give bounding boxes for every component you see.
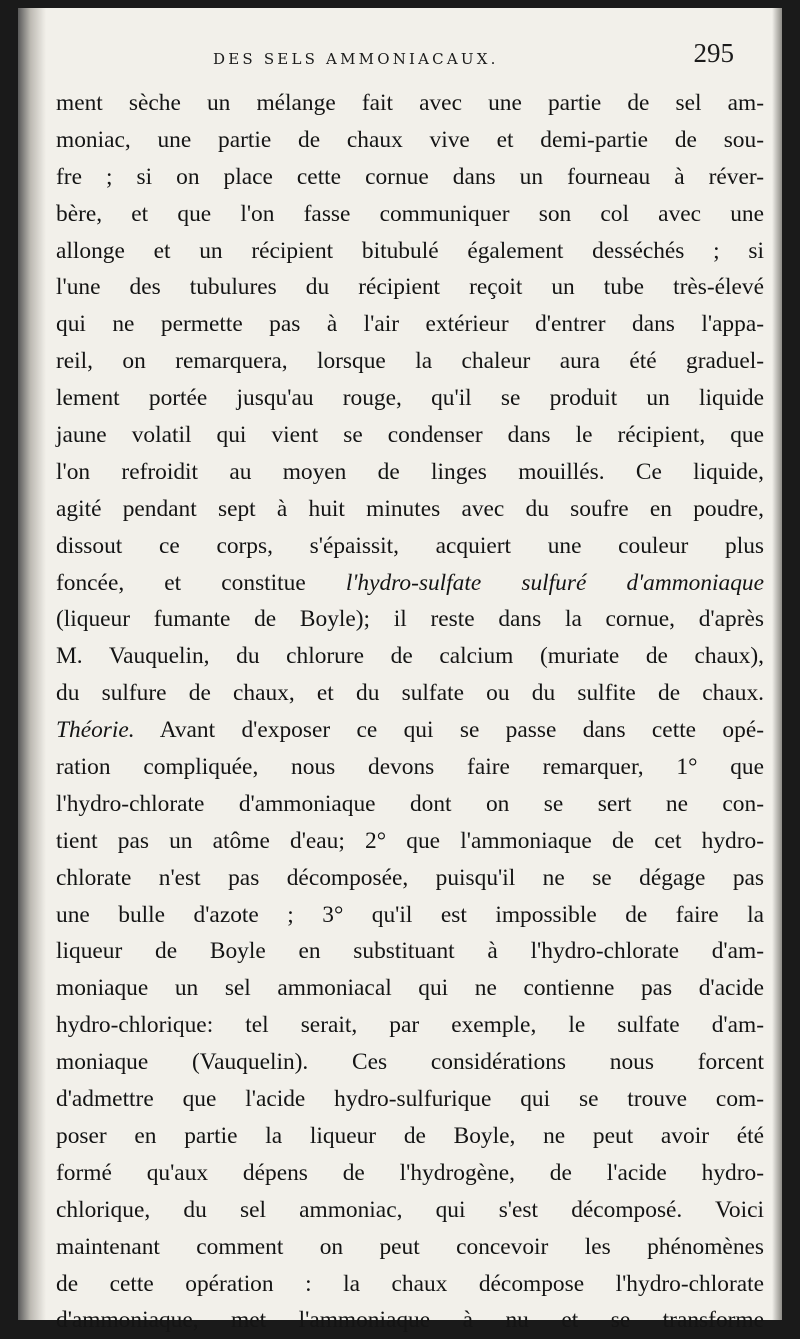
italic-term: l'hydro-sulfate sulfuré d'ammoniaque bbox=[345, 569, 764, 596]
running-head: DES SELS AMMONIACAUX. bbox=[213, 50, 499, 68]
text-line: formé qu'aux dépens de l'hydrogène, de l'acide hydro- bbox=[56, 1159, 764, 1186]
text-line: l'une des tubulures du récipient reçoit un tube très-élevé bbox=[56, 274, 764, 301]
text-line: (liqueur fumante de Boyle); il reste dans la cornue, d'après bbox=[56, 606, 764, 633]
text-line: qui ne permette pas à l'air extérieur d'entrer dans l'appa- bbox=[56, 311, 764, 338]
text-line: l'on refroidit au moyen de linges mouillés. Ce liquide, bbox=[56, 458, 764, 485]
section-label: Théorie. bbox=[56, 717, 135, 744]
text-line: jaune volatil qui vient se condenser dans le récipient, que bbox=[56, 422, 764, 449]
text-line: chlorique, du sel ammoniac, qui s'est décomposé. Voici bbox=[56, 1196, 764, 1223]
text-line: liqueur de Boyle en substituant à l'hydro-chlorate d'am- bbox=[56, 938, 764, 965]
text-line: une bulle d'azote ; 3° qu'il est impossible de faire la bbox=[56, 901, 764, 928]
text-line: allonge et un récipient bitubulé également desséchés ; si bbox=[56, 237, 764, 264]
text-line: M. Vauquelin, du chlorure de calcium (muriate de chaux), bbox=[56, 643, 764, 670]
text-line: moniac, une partie de chaux vive et demi-partie de sou- bbox=[56, 126, 764, 153]
text-line: reil, on remarquera, lorsque la chaleur aura été graduel- bbox=[56, 348, 764, 375]
text-line: de cette opération : la chaux décompose l'hydro-chlorate bbox=[56, 1270, 764, 1297]
text-line: d'admettre que l'acide hydro-sulfurique qui se trouve com- bbox=[56, 1086, 764, 1113]
text-line: maintenant comment on peut concevoir les phénomènes bbox=[56, 1233, 764, 1260]
page-edge-shadow bbox=[772, 8, 782, 1320]
text-line: ment sèche un mélange fait avec une partie de sel am- bbox=[56, 90, 764, 116]
body-text bbox=[56, 85, 764, 1339]
text-line: chlorate n'est pas décomposée, puisqu'il ne se dégage pas bbox=[56, 864, 764, 891]
text-line: Théorie. Avant d'exposer ce qui se passe dans cette opé- bbox=[56, 717, 764, 744]
binding-shadow bbox=[18, 8, 46, 1320]
text-line: agité pendant sept à huit minutes avec du soufre en poudre, bbox=[56, 495, 764, 522]
text-line: lement portée jusqu'au rouge, qu'il se produit un liquide bbox=[56, 385, 764, 412]
text-line: hydro-chlorique: tel serait, par exemple, le sulfate d'am- bbox=[56, 1012, 764, 1039]
text-line: l'hydro-chlorate d'ammoniaque dont on se sert ne con- bbox=[56, 790, 764, 817]
text-line: moniaque (Vauquelin). Ces considérations nous forcent bbox=[56, 1049, 764, 1076]
text-line: poser en partie la liqueur de Boyle, ne peut avoir été bbox=[56, 1122, 764, 1149]
text-line: d'ammoniaque, met l'ammoniaque à nu et se transforme bbox=[56, 1307, 764, 1334]
text-line: moniaque un sel ammoniacal qui ne contienne pas d'acide bbox=[56, 975, 764, 1002]
text-line: ration compliquée, nous devons faire remarquer, 1° que bbox=[56, 754, 764, 781]
text-line: foncée, et constitue l'hydro-sulfate sulfuré d'ammoniaque bbox=[56, 569, 764, 596]
page-number: 295 bbox=[693, 38, 734, 68]
book-page bbox=[18, 8, 782, 1334]
text-line: fre ; si on place cette cornue dans un fourneau à réver- bbox=[56, 163, 764, 190]
text-line: bère, et que l'on fasse communiquer son col avec une bbox=[56, 200, 764, 227]
text-line: tient pas un atôme d'eau; 2° que l'ammoniaque de cet hydro- bbox=[56, 827, 764, 854]
text-line: du sulfure de chaux, et du sulfate ou du sulfite de chaux. bbox=[56, 680, 764, 707]
text-line: dissout ce corps, s'épaissit, acquiert une couleur plus bbox=[56, 532, 764, 559]
